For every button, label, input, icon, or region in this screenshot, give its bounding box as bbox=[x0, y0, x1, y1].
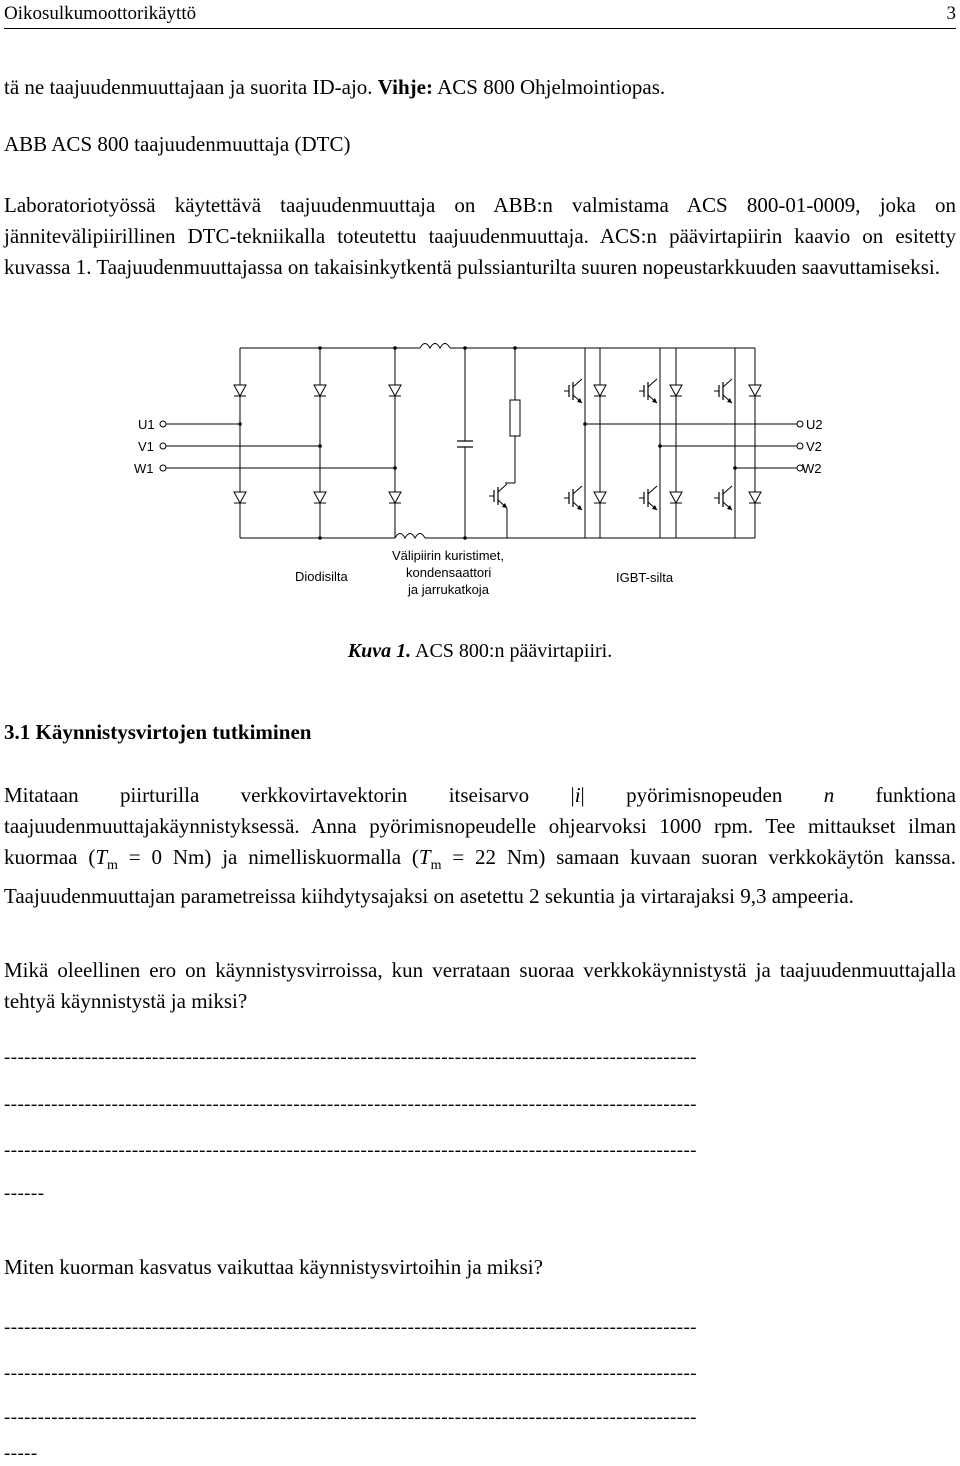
intro-text-end: ACS 800 Ohjelmointiopas. bbox=[433, 75, 666, 99]
input-label-v1: V1 bbox=[138, 439, 154, 454]
question-2: Miten kuorman kasvatus vaikuttaa käynnistysvirtoihin ja miksi? bbox=[4, 1255, 543, 1279]
answer-line[interactable]: ------------------------------------------------------------------------------------------------------- bbox=[4, 1047, 697, 1068]
question-1: Mikä oleellinen ero on käynnistysvirroissa, kun verrataan suoraa verkkokäynnistystä ja taajuudenmuuttajalla tehtyä käynnistystä ja miksi? bbox=[4, 958, 956, 1013]
intro-line bbox=[4, 72, 956, 103]
page-header bbox=[4, 2, 956, 29]
answer-line[interactable]: ------------------------------------------------------------------------------------------------------- bbox=[4, 1317, 697, 1338]
output-label-v2: V2 bbox=[806, 439, 822, 454]
answer-line[interactable]: ------------------------------------------------------------------------------------------------------- bbox=[4, 1094, 697, 1115]
answer-line[interactable]: ----- bbox=[4, 1443, 38, 1464]
answer-line[interactable]: ------ bbox=[4, 1183, 45, 1204]
section-heading-abb: ABB ACS 800 taajuudenmuuttaja (DTC) bbox=[4, 132, 351, 156]
output-label-w2: W2 bbox=[802, 461, 822, 476]
input-label-u1: U1 bbox=[138, 417, 155, 432]
section-heading-3-1: 3.1 Käynnistysvirtojen tutkiminen bbox=[4, 720, 312, 744]
answer-line[interactable]: ------------------------------------------------------------------------------------------------------- bbox=[4, 1140, 697, 1161]
hint-label: Vihje: bbox=[377, 75, 433, 99]
main-circuit-diagram bbox=[130, 338, 830, 608]
igbt-bridge-label: IGBT-silta bbox=[616, 570, 674, 585]
dc-link-label-1: Välipiirin kuristimet, bbox=[392, 548, 504, 563]
caption-label: Kuva 1. bbox=[347, 640, 412, 662]
output-label-u2: U2 bbox=[806, 417, 823, 432]
caption-text: ACS 800:n päävirtapiiri. bbox=[411, 640, 613, 662]
abb-paragraph: Laboratoriotyössä käytettävä taajuudenmuuttaja on ABB:n valmistama ACS 800-01-0009, joka on jännitevälipiirillinen DTC-tekniikalla toteutettu taajuudenmuuttaja. ACS:n päävirtapiirin kaavio on esitetty kuvassa 1. Taajuudenmuuttajassa on takaisinkytkentä pulssianturilta suuren nopeustarkkuuden saavuttamiseksi. bbox=[4, 193, 956, 279]
intro-text: tä ne taajuudenmuuttajaan ja suorita ID-ajo. bbox=[4, 75, 378, 99]
answer-line[interactable]: ------------------------------------------------------------------------------------------------------- bbox=[4, 1407, 697, 1428]
figure-caption bbox=[0, 640, 960, 663]
document-title: Oikosulkumoottorikäyttö bbox=[4, 3, 197, 24]
measurement-paragraph: Mitataan piirturilla verkkovirtavektorin itseisarvo |i| pyörimisnopeuden n funktiona taajuudenmuuttajakäynnistyksessä. Anna pyörimisnopeudelle ohjearvoksi 1000 rpm. Tee mittaukset ilman kuormaa ($T_m = 0$ Nm) ja nimelliskuormalla ($T_m = 22$ Nm) samaan kuvaan suoran verkkokäytön kanssa. Taajuudenmuuttajan parametreissa kiihdytysajaksi on asetettu 2 sekuntia ja virtarajaksi 9,3 ampeeria. bbox=[4, 783, 957, 909]
page-number: 3 bbox=[946, 3, 956, 24]
answer-line[interactable]: ------------------------------------------------------------------------------------------------------- bbox=[4, 1363, 697, 1384]
diode-bridge-label: Diodisilta bbox=[295, 569, 348, 584]
input-label-w1: W1 bbox=[134, 461, 154, 476]
dc-link-label-2: kondensaattori bbox=[406, 565, 492, 580]
dc-link-label-3: ja jarrukatkoja bbox=[408, 582, 489, 597]
